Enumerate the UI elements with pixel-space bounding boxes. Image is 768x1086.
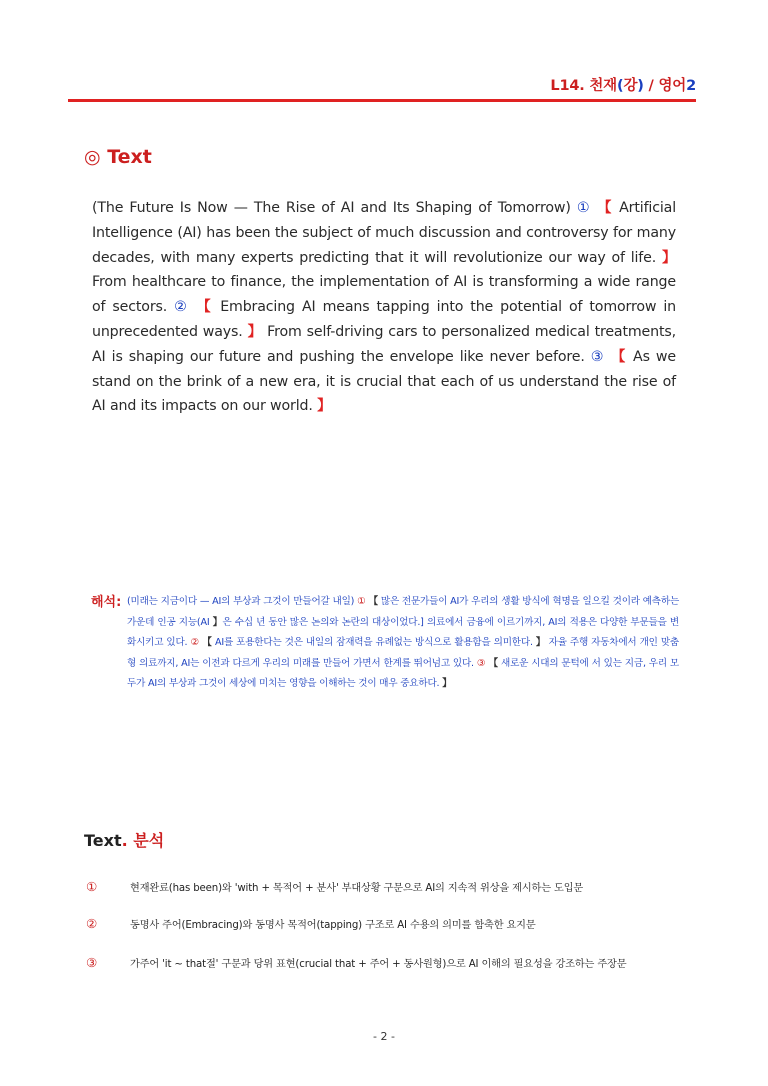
passage-middle-2: From self-driving cars to personalized medical treatments, AI is shaping our future and pushing the envelope like never before.	[92, 323, 676, 365]
translation-label: 해석:	[91, 595, 122, 610]
analysis-text-3: 가주어 'it ~ that절' 구문과 당위 표현(crucial that + 주어 + 동사원형)으로 AI 이해의 필요성을 강조하는 주장문	[130, 959, 627, 970]
analysis-marker-3: ③	[86, 955, 98, 970]
subject-number: 2	[686, 78, 696, 94]
translation-marker-3: ③	[476, 657, 486, 669]
publisher-sub: 강	[623, 78, 638, 94]
sentence-3: As we stand on the brink of a new era, it is crucial that each of us understand the rise of AI and its impacts on our world.	[92, 348, 676, 415]
sentence-marker-1: ①	[576, 200, 592, 216]
open-bracket: 【	[196, 299, 214, 316]
page-number: - 2 -	[373, 1030, 395, 1043]
close-bracket: 】	[317, 398, 332, 415]
translation-intro: (미래는 지금이다 — AI의 부상과 그것이 만들어갈 내일)	[127, 596, 358, 607]
publisher-name: 천재	[584, 78, 617, 94]
analysis-text-2: 동명사 주어(Embracing)와 동명사 목적어(tapping) 구조로 AI 수용의 의미를 함축한 요지문	[130, 920, 536, 931]
analysis-marker-1: ①	[86, 879, 98, 894]
sentence-marker-3: ③	[590, 348, 606, 365]
passage-middle-1: From healthcare to finance, the implementation of AI is transforming a wide range of sectors.	[92, 274, 676, 316]
analysis-item-3	[86, 955, 706, 970]
analysis-heading: Text. 분석	[84, 831, 165, 850]
analysis-text-1: 현재완료(has been)와 'with + 목적어 + 분사' 부대상황 구문으로 AI의 지속적 위상을 제시하는 도입문	[130, 883, 584, 894]
analysis-item-2	[86, 916, 706, 931]
open-bracket: 【	[597, 200, 614, 216]
translation-3: 새로운 시대의 문턱에 서 있는 지금, 우리 모두가 AI의 부상과 그것이 세상에 미치는 영향을 이해하는 것이 매우 중요하다.	[127, 657, 679, 689]
analysis-item-1	[86, 879, 706, 894]
sentence-1: Artificial Intelligence (AI) has been the subject of much discussion and controversy for many decades, with many experts predicting that it will revolutionize our way of life.	[92, 200, 676, 266]
translation-marker-2: ②	[190, 637, 200, 648]
sentence-marker-2: ②	[174, 299, 190, 316]
english-passage	[92, 196, 676, 419]
translation-marker-1: ①	[357, 596, 366, 607]
translation-1a: 많은 전문가들이 AI가 우리의 생활 방식에 혁명을 일으킬 것이라 예측하는 가운데 인공 지능(AI	[127, 596, 680, 628]
section-heading-text: ◎ Text	[84, 146, 152, 168]
open-bracket: 【	[611, 348, 627, 365]
passage-intro: (The Future Is Now — The Rise of AI and Its Shaping of Tomorrow)	[92, 200, 577, 216]
lesson-number: 14.	[559, 78, 585, 94]
subject-name: 영어	[658, 78, 687, 94]
translation-2a: AI를 포용한다는 것은 내일의 잠재력을 유례없는 방식으로 활용함을 의미한다.	[211, 637, 536, 648]
sentence-2: Embracing AI means tapping into the potential of tomorrow in unprecedented ways.	[92, 299, 676, 340]
close-bracket: 】	[247, 323, 263, 340]
close-bracket: 】	[661, 249, 676, 266]
translation-text: (미래는 지금이다 — AI의 부상과 그것이 만들어갈 내일) ① 【 많은 전문가들이 AI가 우리의 생활 방식에 혁명을 일으킬 것이라 예측하는 가운데 인공 지능(AI 】은 수십 년 동안 많은 논의와 논란의 대상이었다.] 의료에서 금융에 이르기까지, AI의 적용은 다양한 부문들을 변화시키고 있다. ② 【 AI를 포용한다는 것은 내일의 잠재력을 유례없는 방식으로 활용함을 의미한다. 】 자율 주행 자동차에서 개인 맞춤형 의료까지, AI는 이전과 다르게 우리의 미래를 만들어 가면서 한계를 뛰어넘고 있다. ③ 【 새로운 시대의 문턱에 서 있는 지금, 우리 모두가 AI의 부상과 그것이 세상에 미치는 영향을 이해하는 것이 매우 중요하다. 】	[127, 596, 680, 689]
translation-1b: 은 수십 년 동안 많은 논의와 논란의 대상이었다.] 의료에서 금융에 이르기까지, AI의 적용은 다양한 부문들을 변화시키고 있다.	[127, 616, 679, 648]
analysis-marker-2: ②	[86, 916, 98, 931]
header-divider	[68, 99, 696, 102]
document-header-title: L14. 천재(강) / 영어2	[550, 78, 696, 94]
lesson-label: L	[550, 78, 560, 94]
translation-2b: 자율 주행 자동차에서 개인 맞춤형 의료까지, AI는 이전과 다르게 우리의 미래를 만들어 가면서 한계를 뛰어넘고 있다.	[127, 637, 679, 669]
